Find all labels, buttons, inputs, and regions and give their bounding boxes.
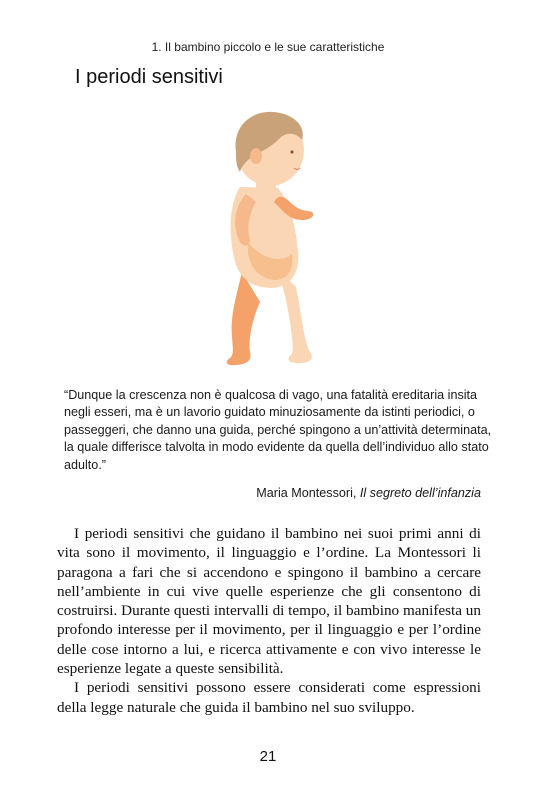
section-title: I periodi sensitivi xyxy=(75,66,223,88)
toddler-walking-illustration xyxy=(190,102,350,372)
eye xyxy=(290,150,293,153)
quote-author: Maria Montessori, xyxy=(256,486,357,500)
quote-text: “Dunque la crescenza non è qualcosa di vago, una fatalità ereditaria insita negli esseri, ma è un lavorio guidato minuziosamente da istinti periodici, o passeggeri, che danno una guida, perché spingono a un’attività determinata, la quale differisce talvolta in modo evidente da quella dell’individuo allo stato adulto.” xyxy=(64,388,492,472)
running-header: 1. Il bambino piccolo e le sue caratteristiche xyxy=(151,40,385,54)
ear xyxy=(250,148,262,164)
body-paragraph: I periodi sensitivi possono essere considerati come espressioni della legge naturale che guida il bambino nel suo sviluppo. xyxy=(57,679,481,716)
back-leg xyxy=(227,272,260,365)
body-paragraph: I periodi sensitivi che guidano il bambino nei suoi primi anni di vita sono il movimento, il linguaggio e l’ordine. La Montessori li paragona a fari che si accendono e spingono il bambino a cercare nell’ambiente in cui vive quelle esperienze che gli consentono di costruirsi. Durante questi intervalli di tempo, il bambino manifesta un profondo interesse per il movimento, per il linguaggio e per l’ordine delle cose intorno a lui, e ricerca attivamente e con vivo interesse le esperienze legate a queste sensibilità. xyxy=(57,525,481,678)
body-text xyxy=(57,524,481,717)
quote-book-title: Il segreto dell’infanzia xyxy=(359,486,481,500)
page-number: 21 xyxy=(259,748,277,765)
quote-attribution xyxy=(256,486,481,500)
